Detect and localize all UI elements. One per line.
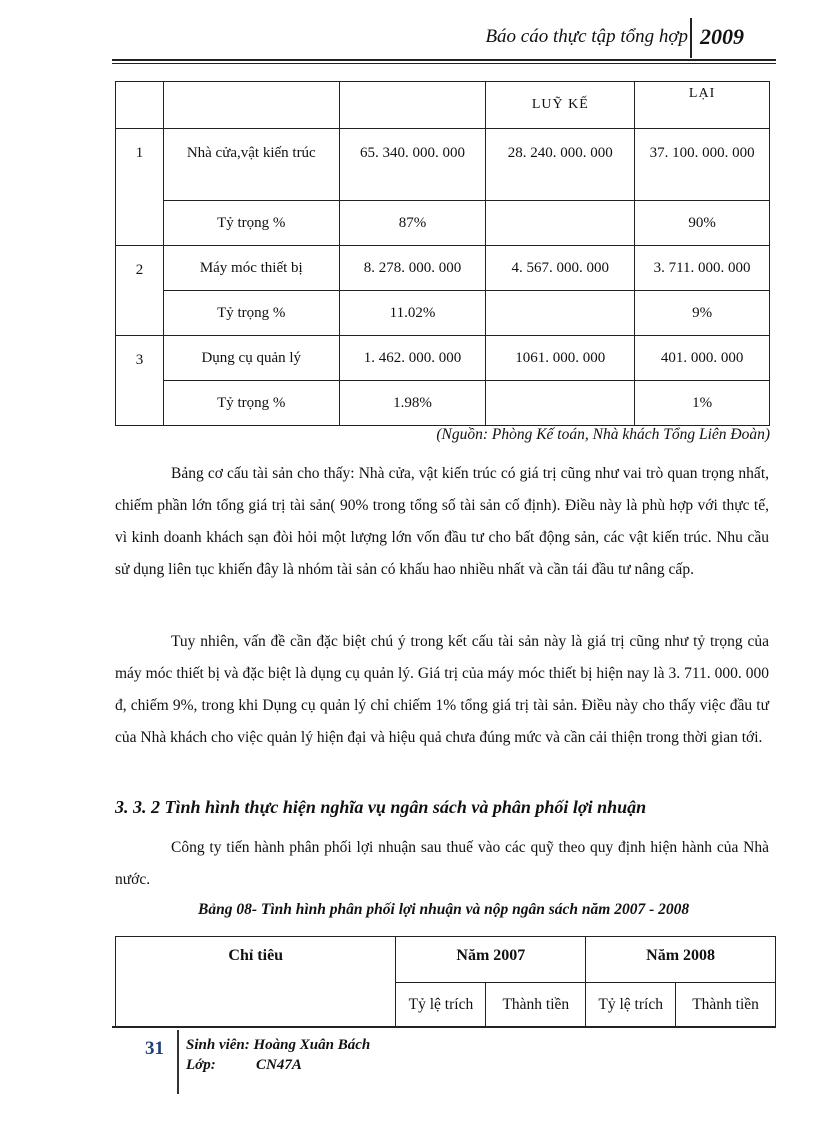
share-remaining: 90% — [635, 201, 770, 246]
share-label: Tỷ trọng % — [163, 291, 339, 336]
share-accumulated — [486, 381, 635, 426]
accumulated-depreciation: 28. 240. 000. 000 — [486, 129, 635, 201]
paragraph-text: Tuy nhiên, vấn đề cần đặc biệt chú ý trong kết cấu tài sản này là giá trị cũng như tỷ trọng của máy móc thiết bị và đặc biệt là dụng cụ quản lý. Giá trị của máy móc thiết bị hiện nay là 3. 711. 000. 000 đ, chiếm 9%, trong khi Dụng cụ quản lý chỉ chiếm 1% tổng giá trị tài sản. Điều này cho thấy việc đầu tư của Nhà khách cho việc quản lý hiện đại và hiệu quả chưa đúng mức và cần cải thiện trong thời gian tới. — [115, 633, 769, 746]
header-cell-accumulated: LUỸ KẾ — [486, 82, 635, 129]
remaining-value: 37. 100. 000. 000 — [635, 129, 770, 201]
paragraph-text: Bảng cơ cấu tài sản cho thấy: Nhà cửa, vật kiến trúc có giá trị cũng như vai trò quan trọng nhất, chiếm phần lớn tổng giá trị tài sản( 90% trong tổng số tài sản cố định). Điều này là phù hợp với thực tế, vì kinh doanh khách sạn đòi hỏi một lượng lớn vốn đầu tư cho bất động sản, các vật kiến trúc. Nhu cầu sử dụng liên tục khiến đây là nhóm tài sản có khấu hao nhiều nhất và cần tái đầu tư nâng cấp. — [115, 465, 769, 578]
header-cell-remaining: LẠI — [635, 82, 770, 129]
share-remaining: 1% — [635, 381, 770, 426]
header-indicator: Chỉ tiêu — [116, 937, 396, 1027]
table-row — [116, 381, 770, 426]
paragraph — [115, 626, 769, 754]
class-value: CN47A — [256, 1057, 302, 1073]
accumulated-depreciation: 1061. 000. 000 — [486, 336, 635, 381]
asset-name: Dụng cụ quản lý — [163, 336, 339, 381]
report-year: 2009 — [700, 24, 744, 49]
share-label: Tỷ trọng % — [163, 201, 339, 246]
header-cell — [339, 82, 486, 129]
subheader-rate: Tỷ lệ trích — [396, 983, 486, 1027]
footer-rule — [112, 1026, 776, 1028]
share-label: Tỷ trọng % — [163, 381, 339, 426]
class-label: Lớp: — [186, 1057, 216, 1073]
paragraph — [115, 832, 769, 896]
asset-name: Nhà cửa,vật kiến trúc — [163, 129, 339, 201]
paragraph-text: Công ty tiến hành phân phối lợi nhuận sau thuế vào các quỹ theo quy định hiện hành của Nhà nước. — [115, 839, 769, 888]
asset-structure-table — [115, 81, 770, 426]
row-number: 2 — [116, 246, 164, 336]
accumulated-depreciation: 4. 567. 000. 000 — [486, 246, 635, 291]
paragraph — [115, 458, 769, 586]
table-caption: Bảng 08- Tình hình phân phối lợi nhuận và nộp ngân sách năm 2007 - 2008 — [198, 901, 690, 918]
profit-distribution-table — [115, 936, 776, 1027]
footer-separator — [177, 1030, 179, 1094]
remaining-value: 401. 000. 000 — [635, 336, 770, 381]
table-row — [116, 129, 770, 201]
table-header-row — [116, 937, 776, 983]
share-original: 87% — [339, 201, 486, 246]
student-name: Sinh viên: Hoàng Xuân Bách — [186, 1037, 371, 1053]
table-header-row — [116, 82, 770, 129]
share-accumulated — [486, 201, 635, 246]
original-value: 65. 340. 000. 000 — [339, 129, 486, 201]
table-row — [116, 201, 770, 246]
asset-name: Máy móc thiết bị — [163, 246, 339, 291]
share-accumulated — [486, 291, 635, 336]
share-original: 11.02% — [339, 291, 486, 336]
header-cell — [116, 82, 164, 129]
share-original: 1.98% — [339, 381, 486, 426]
subheader-rate: Tỷ lệ trích — [586, 983, 676, 1027]
header-year-2008: Năm 2008 — [586, 937, 776, 983]
subheader-amount: Thành tiền — [486, 983, 586, 1027]
table-row — [116, 336, 770, 381]
section-heading: 3. 3. 2 Tình hình thực hiện nghĩa vụ ngân sách và phân phối lợi nhuận — [115, 797, 647, 817]
remaining-value: 3. 711. 000. 000 — [635, 246, 770, 291]
report-title: Báo cáo thực tập tổng hợp — [485, 26, 688, 47]
header-separator — [690, 18, 692, 58]
header-rule — [112, 59, 776, 64]
row-number: 1 — [116, 129, 164, 246]
original-value: 8. 278. 000. 000 — [339, 246, 486, 291]
row-number: 3 — [116, 336, 164, 426]
original-value: 1. 462. 000. 000 — [339, 336, 486, 381]
header-cell — [163, 82, 339, 129]
header-year-2007: Năm 2007 — [396, 937, 586, 983]
table-row — [116, 291, 770, 336]
page-number: 31 — [145, 1038, 164, 1059]
source-note: (Nguồn: Phòng Kế toán, Nhà khách Tổng Liên Đoàn) — [436, 426, 770, 443]
table-row — [116, 246, 770, 291]
subheader-amount: Thành tiền — [676, 983, 776, 1027]
share-remaining: 9% — [635, 291, 770, 336]
